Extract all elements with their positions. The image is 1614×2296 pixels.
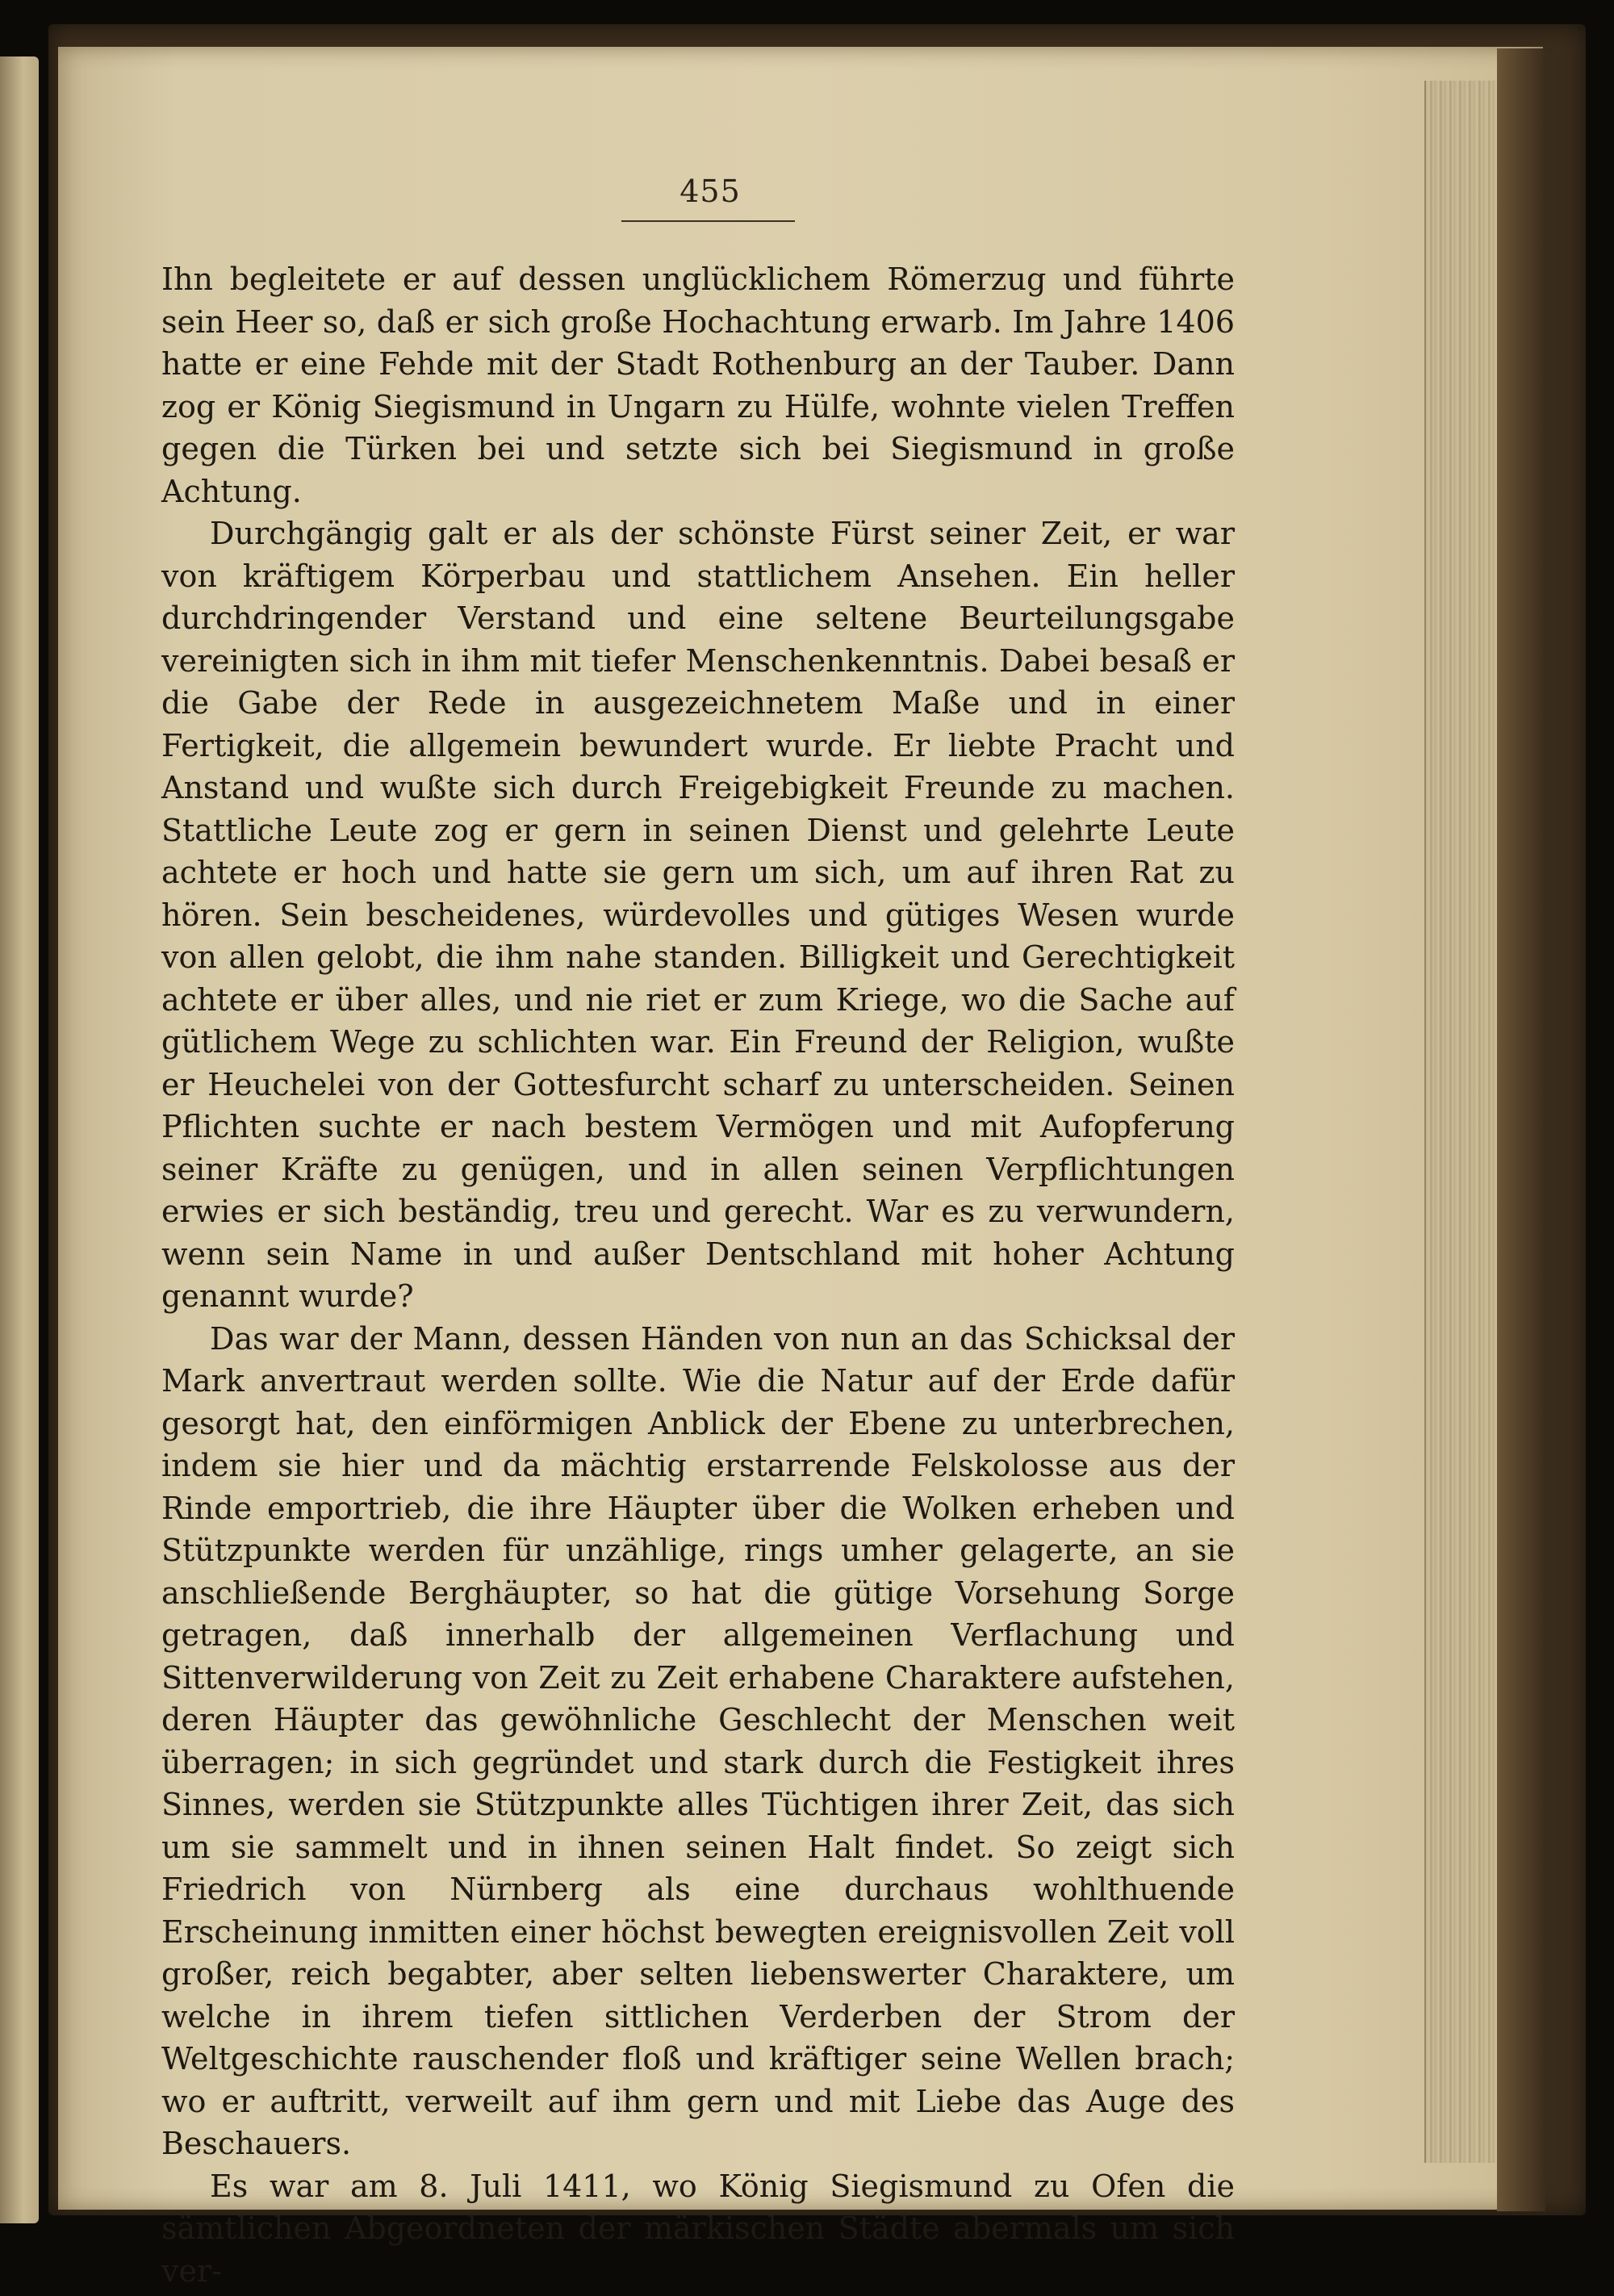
left-page-edge [0,56,39,2223]
paragraph: Ihn begleitete er auf dessen unglücklichem Römerzug und führte sein Heer so, daß er sich große Hochachtung erwarb. Im Jahre 1406 hatte er eine Fehde mit der Stadt Rothenburg an der Tauber. Dann zog er König Siegismund in Ungarn zu Hülfe, wohnte vielen Treffen gegen die Türken bei und setzte sich bei Siegismund in große Achtung. [161,261,1235,509]
page-number: 455 [679,174,741,209]
header-rule [621,220,795,222]
page-edges [1424,81,1499,2163]
cover-edge [1497,48,1545,2211]
paragraph: Es war am 8. Juli 1411, wo König Siegismund zu Ofen die sämtlichen Abgeordneten der märkischen Städte abermals um sich ver- [161,2168,1235,2289]
paragraph: Das war der Mann, dessen Händen von nun an das Schicksal der Mark anvertraut werden sollte. Wie die Natur auf der Erde dafür gesorgt hat, den einförmigen Anblick der Ebene zu unterbrechen, indem sie hier und da mächtig erstarrende Felskolosse aus der Rinde emportrieb, die ihre Häupter über die Wolken erheben und Stützpunkte werden für unzählige, rings umher gelagerte, an sie anschließende Berghäupter, so hat die gütige Vorsehung Sorge getragen, daß innerhalb der allgemeinen Verflachung und Sittenverwilderung von Zeit zu Zeit erhabene Charaktere aufstehen, deren Häupter das gewöhnliche Geschlecht der Menschen weit überragen; in sich gegründet und stark durch die Festigkeit ihres Sinnes, werden sie Stützpunkte alles Tüchtigen ihrer Zeit, das sich um sie sammelt und in ihnen seinen Halt findet. So zeigt sich Friedrich von Nürnberg als eine durchaus wohlthuende Erscheinung inmitten einer höchst bewegten ereignisvollen Zeit voll großer, reich begabter, aber selten liebenswerter Charaktere, um welche in ihrem tiefen sittlichen Verderben der Strom der Weltgeschichte rauschender floß und kräftiger seine Wellen brach; wo er auftritt, verweilt auf ihm gern und mit Liebe das Auge des Beschauers. [161,1320,1235,2161]
paragraph: Durchgängig galt er als der schönste Fürst seiner Zeit, er war von kräftigem Körperbau und stattlichem Ansehen. Ein heller durchdringender Verstand und eine seltene Beurteilungsgabe vereinigten sich in ihm mit tiefer Menschenkenntnis. Dabei besaß er die Gabe der Rede in ausgezeichnetem Maße und in einer Fertigkeit, die allgemein bewundert wurde. Er liebte Pracht und Anstand und wußte sich durch Freigebigkeit Freunde zu machen. Stattliche Leute zog er gern in seinen Dienst und gelehrte Leute achtete er hoch und hatte sie gern um sich, um auf ihren Rat zu hören. Sein bescheidenes, würdevolles und gütiges Wesen wurde von allen gelobt, die ihm nahe standen. Billigkeit und Gerechtigkeit achtete er über alles, und nie riet er zum Kriege, wo die Sache auf gütlichem Wege zu schlichten war. Ein Freund der Religion, wußte er Heuchelei von der Gottesfurcht scharf zu unterscheiden. Seinen Pflichten suchte er nach bestem Vermögen und mit Aufopferung seiner Kräfte zu genügen, und in allen seinen Verpflichtungen erwies er sich beständig, treu und gerecht. War es zu verwundern, wenn sein Name in und außer Dentschland mit hoher Achtung genannt wurde? [161,516,1235,1314]
body-text [161,258,1235,2292]
